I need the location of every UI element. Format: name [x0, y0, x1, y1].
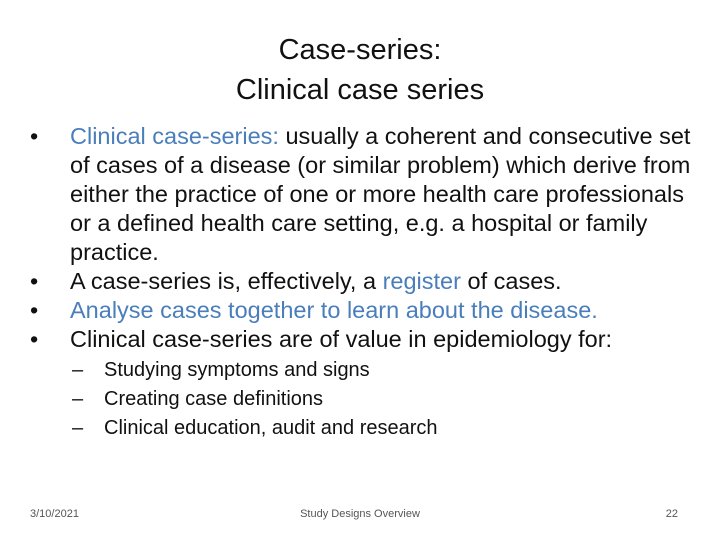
bullet-dot-icon: • [30, 326, 39, 352]
sub-item [72, 385, 692, 414]
footer-title: Study Designs Overview [300, 508, 420, 520]
bullet-1-highlight: Clinical case-series: [70, 123, 279, 149]
sub-bullet-list [72, 356, 692, 443]
bullet-item-3 [30, 296, 710, 325]
footer-page-number: 22 [665, 508, 678, 520]
bullet-1-text: usually a coherent and consecutive set of cases of a disease (or similar problem) which derive from either the practice of one or more health care professionals or a defined health care setting, e.g. a hospital or family practice. [70, 123, 691, 265]
bullet-2-post: of cases. [460, 268, 562, 294]
bullet-dot-icon: • [30, 297, 39, 323]
bullet-3-highlight: Analyse cases together to learn about the disease. [70, 297, 598, 323]
dash-icon: – [72, 359, 84, 381]
bullet-list [30, 122, 710, 354]
title-line-2: Clinical case series [235, 74, 485, 106]
sub-item [72, 356, 692, 385]
footer-date: 3/10/2021 [30, 508, 79, 520]
dash-icon: – [72, 388, 84, 410]
bullet-dot-icon: • [30, 123, 39, 149]
dash-icon: – [72, 417, 84, 439]
title-line-1: Case-series: [278, 34, 442, 66]
slide-title [0, 30, 720, 110]
bullet-item-2 [30, 267, 710, 296]
bullet-4-text: Clinical case-series are of value in epidemiology for: [70, 326, 613, 352]
sub-item-text: Studying symptoms and signs [104, 359, 370, 381]
bullet-2-pre: A case-series is, effectively, a [70, 268, 383, 294]
sub-item [72, 414, 692, 443]
bullet-2-highlight: register [382, 268, 461, 294]
sub-item-text: Clinical education, audit and research [104, 417, 438, 439]
bullet-dot-icon: • [30, 268, 39, 294]
bullet-item-4 [30, 325, 710, 354]
sub-item-text: Creating case definitions [104, 388, 324, 410]
bullet-item-1 [30, 122, 710, 267]
